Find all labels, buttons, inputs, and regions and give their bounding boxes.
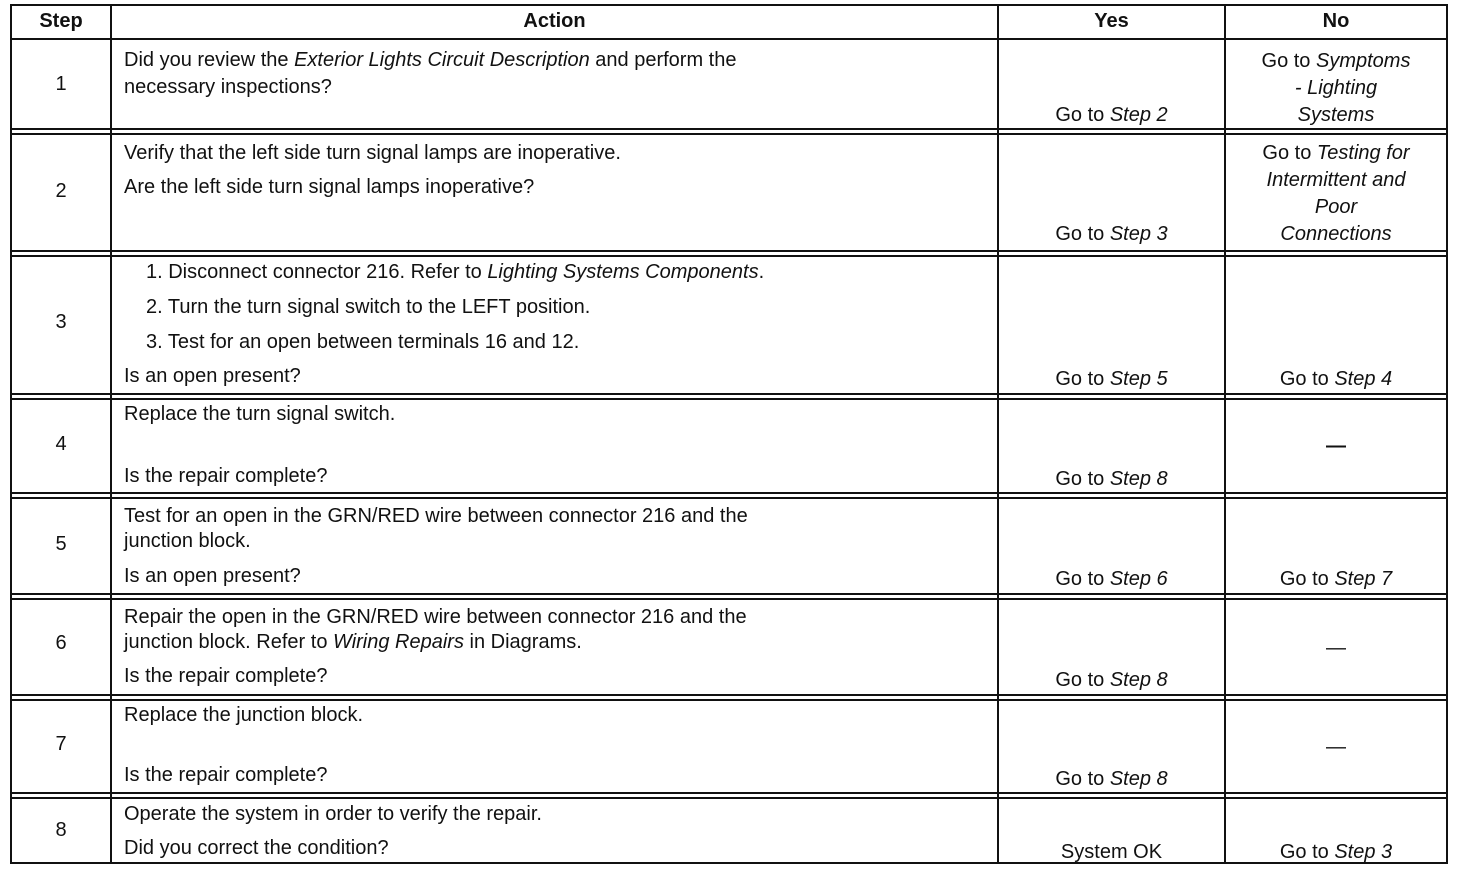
action-list-item: 3. Test for an open between terminals 16 and 12. bbox=[146, 331, 580, 353]
action-question: Is the repair complete? bbox=[124, 764, 328, 786]
no-link: Go to Step 7 bbox=[1279, 568, 1393, 590]
action-question: Is an open present? bbox=[124, 565, 301, 587]
action-list-item: 1. Disconnect connector 216. Refer to Lighting Systems Components. bbox=[146, 261, 765, 283]
no-link: Systems bbox=[1297, 104, 1375, 126]
action-text: junction block. Refer to Wiring Repairs in Diagrams. bbox=[124, 631, 582, 653]
no-link: Go to Symptoms bbox=[1261, 50, 1411, 72]
action-text: junction block. bbox=[124, 530, 251, 552]
yes-link: Go to Step 3 bbox=[1055, 223, 1168, 245]
action-question: Is the repair complete? bbox=[124, 465, 328, 487]
action-question: Is an open present? bbox=[124, 365, 301, 387]
no-link: Intermittent and bbox=[1266, 169, 1406, 191]
header-step: Step bbox=[39, 10, 83, 32]
action-text: Test for an open in the GRN/RED wire between connector 216 and the bbox=[124, 505, 748, 527]
no-link: Connections bbox=[1280, 223, 1392, 245]
diagnostic-table bbox=[10, 4, 1448, 864]
yes-result: System OK bbox=[1060, 841, 1163, 863]
no-dash: — bbox=[1326, 637, 1346, 659]
action-text: Repair the open in the GRN/RED wire between connector 216 and the bbox=[124, 606, 747, 628]
yes-link: Go to Step 6 bbox=[1055, 568, 1168, 590]
action-text: Verify that the left side turn signal lamps are inoperative. bbox=[124, 142, 621, 164]
yes-link: Go to Step 8 bbox=[1055, 768, 1168, 790]
no-link: Go to Step 4 bbox=[1279, 368, 1393, 390]
step-number: 5 bbox=[55, 533, 67, 555]
step-number: 8 bbox=[55, 819, 67, 841]
action-question: Did you correct the condition? bbox=[124, 837, 389, 859]
action-question: Is the repair complete? bbox=[124, 665, 328, 687]
step-number: 7 bbox=[55, 733, 67, 755]
yes-link: Go to Step 5 bbox=[1055, 368, 1168, 390]
step-number: 6 bbox=[55, 632, 67, 654]
action-text: Did you review the Exterior Lights Circuit Description and perform the bbox=[124, 49, 737, 71]
action-text: Replace the turn signal switch. bbox=[124, 403, 396, 425]
header-yes: Yes bbox=[1094, 10, 1129, 32]
action-text: Are the left side turn signal lamps inoperative? bbox=[124, 176, 535, 198]
yes-link: Go to Step 8 bbox=[1055, 468, 1168, 490]
no-link: - Lighting bbox=[1294, 77, 1378, 99]
action-text: Operate the system in order to verify the repair. bbox=[124, 803, 542, 825]
action-text: necessary inspections? bbox=[124, 76, 332, 98]
no-link: Poor bbox=[1314, 196, 1358, 218]
yes-link: Go to Step 2 bbox=[1055, 104, 1168, 126]
yes-link: Go to Step 8 bbox=[1055, 669, 1168, 691]
action-text: Replace the junction block. bbox=[124, 704, 364, 726]
step-number: 3 bbox=[55, 311, 67, 333]
step-number: 4 bbox=[55, 433, 67, 455]
step-number: 1 bbox=[55, 73, 67, 95]
header-no: No bbox=[1322, 10, 1350, 32]
action-list-item: 2. Turn the turn signal switch to the LEFT position. bbox=[146, 296, 591, 318]
no-link: Go to Step 3 bbox=[1279, 841, 1393, 863]
step-number: 2 bbox=[55, 180, 67, 202]
no-dash: — bbox=[1326, 435, 1346, 457]
no-link: Go to Testing for bbox=[1262, 142, 1410, 164]
no-dash: — bbox=[1326, 736, 1346, 758]
header-action: Action bbox=[523, 10, 586, 32]
